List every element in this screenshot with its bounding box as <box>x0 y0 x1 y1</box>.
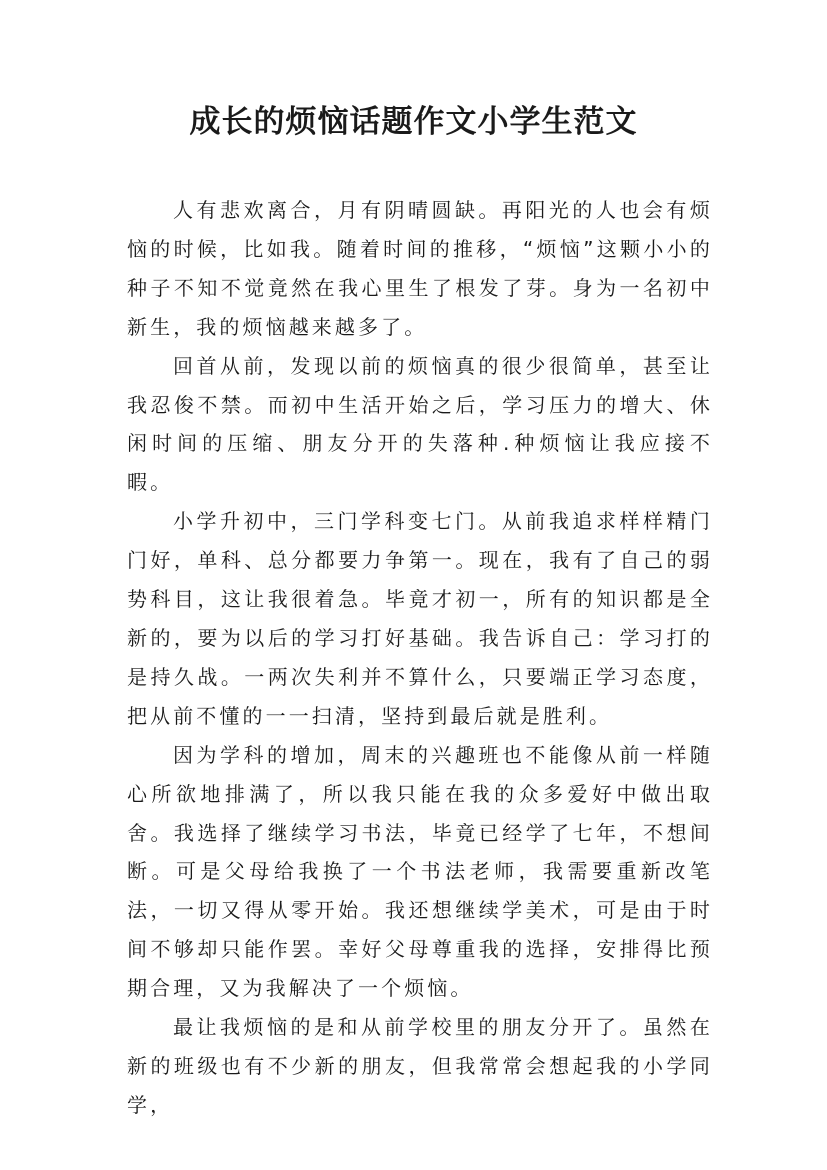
paragraph-2: 回首从前，发现以前的烦恼真的很少很简单，甚至让我忍俊不禁。而初中生活开始之后，学习压力的增大、休闲时间的压缩、朋友分开的失落种.种烦恼让我应接不暇。 <box>127 353 713 495</box>
paragraph-5: 最让我烦恼的是和从前学校里的朋友分开了。虽然在新的班级也有不少新的朋友，但我常常会想起我的小学同学， <box>127 1015 713 1117</box>
document-title: 成长的烦恼话题作文小学生范文 <box>189 104 638 140</box>
paragraph-3: 小学升初中，三门学科变七门。从前我追求样样精门门好，单科、总分都要力争第一。现在，我有了自己的弱势科目，这让我很着急。毕竟才初一，所有的知识都是全新的，要为以后的学习打好基础。我告诉自己：学习打的是持久战。一两次失利并不算什么，只要端正学习态度，把从前不懂的一一扫清，坚持到最后就是胜利。 <box>127 509 713 728</box>
paragraph-4: 因为学科的增加，周末的兴趣班也不能像从前一样随心所欲地排满了，所以我只能在我的众多爱好中做出取舍。我选择了继续学习书法，毕竟已经学了七年，不想间断。可是父母给我换了一个书法老师，我需要重新改笔法，一切又得从零开始。我还想继续学美术，可是由于时间不够却只能作罢。幸好父母尊重我的选择，安排得比预期合理，又为我解决了一个烦恼。 <box>127 742 713 1001</box>
paragraph-1: 人有悲欢离合，月有阴晴圆缺。再阳光的人也会有烦恼的时候，比如我。随着时间的推移，“烦恼”这颗小小的种子不知不觉竟然在我心里生了根发了芽。身为一名初中新生，我的烦恼越来越多了。 <box>127 198 713 339</box>
document-body <box>127 191 713 1125</box>
